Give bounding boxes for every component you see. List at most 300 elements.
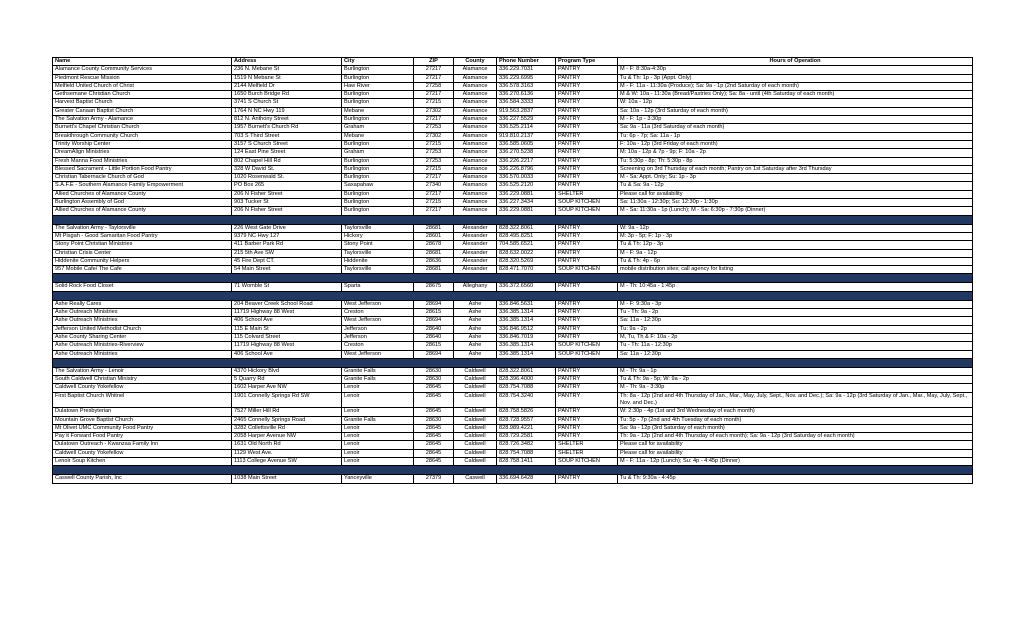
phone-cell: 828.396.4000 xyxy=(497,376,556,384)
city-cell: Taylorsville xyxy=(342,249,414,257)
city-cell: Haw River xyxy=(342,82,414,90)
address-cell: PO Box 265 xyxy=(232,182,342,190)
address-cell: 45 Fire Dept CT. xyxy=(232,257,342,265)
city-cell: Taylorsville xyxy=(342,224,414,232)
header-row xyxy=(53,58,973,66)
table-row xyxy=(53,475,973,483)
zip-cell: 27217 xyxy=(414,190,454,198)
header-city: City xyxy=(342,58,414,66)
county-cell: Alexander xyxy=(454,266,497,274)
name-cell: Christian Tabernacle Church of God xyxy=(53,174,232,182)
program-type-cell: PANTRY xyxy=(556,416,618,424)
program-type-cell: SOUP KITCHEN xyxy=(556,266,618,274)
header-address: Address xyxy=(232,58,342,66)
hours-cell: M - Th: 10:45a - 1:45p xyxy=(618,283,973,291)
county-cell: Alamance xyxy=(454,140,497,148)
county-cell: Alamance xyxy=(454,165,497,173)
zip-cell: 28694 xyxy=(414,300,454,308)
table-row xyxy=(53,124,973,132)
zip-cell: 28601 xyxy=(414,232,454,240)
program-type-cell: PANTRY xyxy=(556,224,618,232)
address-cell: 11719 Highway 88 West xyxy=(232,342,342,350)
hours-cell: Th: 9a - 12p (2nd and 4th Thursday of each month); Sa: 9a - 12p (3rd Saturday of each month) xyxy=(618,433,973,441)
program-type-cell: PANTRY xyxy=(556,124,618,132)
city-cell: Lenoir xyxy=(342,441,414,449)
county-cell: Caldwell xyxy=(454,449,497,457)
city-cell: West Jefferson xyxy=(342,350,414,358)
table-row xyxy=(53,107,973,115)
zip-cell: 27217 xyxy=(414,116,454,124)
county-cell: Caldwell xyxy=(454,376,497,384)
phone-cell: 336.226.8796 xyxy=(497,165,556,173)
county-cell: Ashe xyxy=(454,300,497,308)
hours-cell: Sa: 11:30a - 12:30p; Su: 12:30p - 1:30p xyxy=(618,199,973,207)
program-type-cell: SHELTER xyxy=(556,190,618,198)
phone-cell: 828.632.0022 xyxy=(497,249,556,257)
table-row xyxy=(53,182,973,190)
hours-cell: Please call for availability xyxy=(618,441,973,449)
county-cell: Alamance xyxy=(454,66,497,74)
separator-bar xyxy=(53,466,973,475)
header-hours: Hours of Operation xyxy=(618,58,973,66)
city-cell: Saxapahaw xyxy=(342,182,414,190)
zip-cell: 28630 xyxy=(414,367,454,375)
city-cell: Lenoir xyxy=(342,458,414,466)
hours-cell: mobile distribution sites; call agency for listing xyxy=(618,266,973,274)
county-separator xyxy=(53,215,973,224)
city-cell: Burlington xyxy=(342,74,414,82)
table-row xyxy=(53,149,973,157)
address-cell: 411 Barber Park Rd xyxy=(232,241,342,249)
city-cell: Hiddenite xyxy=(342,257,414,265)
name-cell: Caswell County Parish, Inc xyxy=(53,475,232,483)
county-cell: Caldwell xyxy=(454,408,497,416)
address-cell: 11719 Highway 88 West xyxy=(232,309,342,317)
county-cell: Alexander xyxy=(454,249,497,257)
table-row xyxy=(53,317,973,325)
phone-cell: 336.270.5238 xyxy=(497,149,556,157)
phone-cell: 828.754.7088 xyxy=(497,384,556,392)
program-type-cell: PANTRY xyxy=(556,392,618,408)
city-cell: Graham xyxy=(342,124,414,132)
hours-cell: Th: 8a - 12p (2nd and 4th Thursday of Jan., Mar., May, July, Sept., Nov. and Dec.); Sa: 9a - 12p (3rd Saturday of Jan., Mar., May, July, Sept., Nov. and Dec.) xyxy=(618,392,973,408)
name-cell: Greater Canaan Baptist Church xyxy=(53,107,232,115)
name-cell: Burnett's Chapel Christian Church xyxy=(53,124,232,132)
name-cell: Pay it Forward Food Pantry xyxy=(53,433,232,441)
table-row xyxy=(53,157,973,165)
name-cell: Allied Churches of Alamance County xyxy=(53,207,232,215)
name-cell: Allied Churches of Alamance County xyxy=(53,190,232,198)
phone-cell: 336.694.6428 xyxy=(497,475,556,483)
county-separator xyxy=(53,291,973,300)
county-cell: Alamance xyxy=(454,182,497,190)
header-program-type: Program Type xyxy=(556,58,618,66)
county-cell: Alamance xyxy=(454,124,497,132)
program-type-cell: PANTRY xyxy=(556,384,618,392)
county-cell: Caldwell xyxy=(454,392,497,408)
county-cell: Ashe xyxy=(454,309,497,317)
county-cell: Ashe xyxy=(454,342,497,350)
phone-cell: 336.578.3163 xyxy=(497,82,556,90)
table-row xyxy=(53,207,973,215)
phone-cell: 336.226.2217 xyxy=(497,157,556,165)
program-type-cell: PANTRY xyxy=(556,99,618,107)
city-cell: Burlington xyxy=(342,116,414,124)
program-type-cell: PANTRY xyxy=(556,309,618,317)
county-cell: Alamance xyxy=(454,157,497,165)
city-cell: Graham xyxy=(342,149,414,157)
city-cell: Lenoir xyxy=(342,408,414,416)
zip-cell: 27217 xyxy=(414,174,454,182)
address-cell: 54 Main Street xyxy=(232,266,342,274)
name-cell: Breakthrough Community Church xyxy=(53,132,232,140)
table-row xyxy=(53,283,973,291)
separator-bar xyxy=(53,215,973,224)
city-cell: Burlington xyxy=(342,157,414,165)
zip-cell: 27340 xyxy=(414,182,454,190)
county-cell: Alexander xyxy=(454,257,497,265)
county-cell: Ashe xyxy=(454,317,497,325)
county-cell: Ashe xyxy=(454,333,497,341)
county-cell: Alamance xyxy=(454,107,497,115)
county-cell: Caswell xyxy=(454,475,497,483)
phone-cell: 828.728.9557 xyxy=(497,416,556,424)
phone-cell: 336.385.1314 xyxy=(497,350,556,358)
zip-cell: 27217 xyxy=(414,207,454,215)
address-cell: 2144 Melfield Dr xyxy=(232,82,342,90)
table-row xyxy=(53,165,973,173)
zip-cell: 27215 xyxy=(414,165,454,173)
name-cell: 957 Mobile Cafe/ The Cafe xyxy=(53,266,232,274)
program-type-cell: PANTRY xyxy=(556,257,618,265)
city-cell: Burlington xyxy=(342,66,414,74)
city-cell: Granite Falls xyxy=(342,367,414,375)
address-cell: 5 Quarry Rd xyxy=(232,376,342,384)
name-cell: First Baptist Church Whitnel xyxy=(53,392,232,408)
name-cell: Caldwell County Yokefellow xyxy=(53,449,232,457)
city-cell: Lenoir xyxy=(342,424,414,432)
hours-cell: W: 9a - 12p xyxy=(618,224,973,232)
zip-cell: 28675 xyxy=(414,283,454,291)
hours-cell: M: 3p - 5p; F: 1p - 3p xyxy=(618,232,973,240)
name-cell: Caldwell County Yokefellow xyxy=(53,384,232,392)
address-cell: 2465 Connelly Springs Road xyxy=(232,416,342,424)
address-cell: 1631 Old North Rd xyxy=(232,441,342,449)
program-type-cell: PANTRY xyxy=(556,174,618,182)
program-type-cell: PANTRY xyxy=(556,433,618,441)
address-cell: 1038 Main Street xyxy=(232,475,342,483)
address-cell: 3282 Collettsville Rd xyxy=(232,424,342,432)
address-cell: 9379 NC Hwy 127 xyxy=(232,232,342,240)
name-cell: Hiddenite Community Helpers xyxy=(53,257,232,265)
table-row xyxy=(53,190,973,198)
hours-cell: M - F: 11a - 11:30a (Produce); Sa: 9a - 1p (2nd Saturday of each month) xyxy=(618,82,973,90)
hours-cell: M, Tu, Th & F: 10a - 2p xyxy=(618,333,973,341)
city-cell: Hickory xyxy=(342,232,414,240)
name-cell: Lenoir Soup Kitchen xyxy=(53,458,232,466)
zip-cell: 28694 xyxy=(414,350,454,358)
program-type-cell: PANTRY xyxy=(556,91,618,99)
zip-cell: 28645 xyxy=(414,433,454,441)
phone-cell: 828.729.2581 xyxy=(497,433,556,441)
program-type-cell: PANTRY xyxy=(556,74,618,82)
program-type-cell: PANTRY xyxy=(556,132,618,140)
table-row xyxy=(53,257,973,265)
header-county: County xyxy=(454,58,497,66)
zip-cell: 28645 xyxy=(414,458,454,466)
phone-cell: 828.989.4221 xyxy=(497,424,556,432)
name-cell: Fresh Manna Food Ministries xyxy=(53,157,232,165)
zip-cell: 27215 xyxy=(414,140,454,148)
hours-cell: W: 2:30p - 4p (1st and 3rd Wednesday of each month) xyxy=(618,408,973,416)
county-cell: Alexander xyxy=(454,232,497,240)
address-cell: 204 Beaver Creek School Road xyxy=(232,300,342,308)
address-cell: 3157 S Church Street xyxy=(232,140,342,148)
county-cell: Alexander xyxy=(454,224,497,232)
county-cell: Caldwell xyxy=(454,384,497,392)
phone-cell: 336.227.5529 xyxy=(497,116,556,124)
phone-cell: 336.385.1314 xyxy=(497,317,556,325)
hours-cell: Tu - Th: 11a - 12:30p xyxy=(618,342,973,350)
zip-cell: 27302 xyxy=(414,107,454,115)
address-cell: 1113 College Avenue SW xyxy=(232,458,342,466)
hours-cell: Tu & Th: 12p - 3p xyxy=(618,241,973,249)
address-cell: 4370 Hickory Blvd xyxy=(232,367,342,375)
county-cell: Alamance xyxy=(454,91,497,99)
phone-cell: 828.322.8061 xyxy=(497,224,556,232)
zip-cell: 28645 xyxy=(414,384,454,392)
separator-bar xyxy=(53,274,973,283)
zip-cell: 28681 xyxy=(414,266,454,274)
program-type-cell: PANTRY xyxy=(556,82,618,90)
table-row xyxy=(53,174,973,182)
table-row xyxy=(53,132,973,140)
address-cell: 1764 N NC Hwy 119 xyxy=(232,107,342,115)
table-row xyxy=(53,384,973,392)
phone-cell: 336.385.1314 xyxy=(497,309,556,317)
address-cell: 124 East Pine Street xyxy=(232,149,342,157)
table-row xyxy=(53,266,973,274)
phone-cell: 919.810.2137 xyxy=(497,132,556,140)
address-cell: 236 N. Mebane St xyxy=(232,66,342,74)
phone-cell: 828.320.5269 xyxy=(497,257,556,265)
county-cell: Alamance xyxy=(454,82,497,90)
name-cell: Christian Crisis Center xyxy=(53,249,232,257)
city-cell: Jefferson xyxy=(342,333,414,341)
city-cell: Creston xyxy=(342,342,414,350)
county-cell: Alamance xyxy=(454,190,497,198)
name-cell: Dulatown Outreach - Kwanzaa Family Inn xyxy=(53,441,232,449)
name-cell: Ashe Outreach Ministries xyxy=(53,309,232,317)
program-type-cell: PANTRY xyxy=(556,107,618,115)
hours-cell: M - Th: 9a - 1p xyxy=(618,367,973,375)
hours-cell: Tu & Th: 4p - 6p xyxy=(618,257,973,265)
name-cell: Mt Pisgah - Good Samaritan Food Pantry xyxy=(53,232,232,240)
address-cell: 328 W David St. xyxy=(232,165,342,173)
county-cell: Alamance xyxy=(454,174,497,182)
zip-cell: 27258 xyxy=(414,82,454,90)
phone-cell: 336.570.0033 xyxy=(497,174,556,182)
county-cell: Ashe xyxy=(454,325,497,333)
name-cell: Gethsemane Christian Church xyxy=(53,91,232,99)
hours-cell: Sa: 11a - 12:30p xyxy=(618,317,973,325)
county-cell: Alamance xyxy=(454,149,497,157)
program-type-cell: PANTRY xyxy=(556,333,618,341)
address-cell: 71 Womble St xyxy=(232,283,342,291)
program-type-cell: PANTRY xyxy=(556,232,618,240)
program-type-cell: PANTRY xyxy=(556,249,618,257)
city-cell: Lenoir xyxy=(342,433,414,441)
table-row xyxy=(53,376,973,384)
zip-cell: 28636 xyxy=(414,257,454,265)
table-row xyxy=(53,424,973,432)
county-separator xyxy=(53,274,973,283)
phone-cell: 828.726.3482 xyxy=(497,441,556,449)
program-type-cell: PANTRY xyxy=(556,325,618,333)
hours-cell: M - F: 8:30a-4:30p xyxy=(618,66,973,74)
header-name: Name xyxy=(53,58,232,66)
program-type-cell: PANTRY xyxy=(556,165,618,173)
name-cell: Ashe Really Cares xyxy=(53,300,232,308)
address-cell: 1602 Harper Ave NW xyxy=(232,384,342,392)
hours-cell: Tu: 5:30p - 8p; Th: 5:30p - 8p xyxy=(618,157,973,165)
program-type-cell: PANTRY xyxy=(556,66,618,74)
hours-cell: Please call for availability xyxy=(618,449,973,457)
city-cell: Lenoir xyxy=(342,384,414,392)
name-cell: Trinity Worship Center xyxy=(53,140,232,148)
header-phone: Phone Number xyxy=(497,58,556,66)
phone-cell: 336.372.6560 xyxy=(497,283,556,291)
city-cell: Mebane xyxy=(342,107,414,115)
table-row xyxy=(53,74,973,82)
name-cell: Burlington Assembly of God xyxy=(53,199,232,207)
address-cell: 226 West Gate Drive xyxy=(232,224,342,232)
zip-cell: 27253 xyxy=(414,157,454,165)
hours-cell: Sa: 10a - 12p (3rd Saturday of each month) xyxy=(618,107,973,115)
zip-cell: 28615 xyxy=(414,309,454,317)
name-cell: Harvest Baptist Church xyxy=(53,99,232,107)
city-cell: Burlington xyxy=(342,91,414,99)
table-row xyxy=(53,367,973,375)
table-row xyxy=(53,140,973,148)
phone-cell: 336.585.0605 xyxy=(497,140,556,148)
hours-cell: M - F: 9a - 12p xyxy=(618,249,973,257)
name-cell: Ashe Outreach Ministries-Riverview xyxy=(53,342,232,350)
zip-cell: 28645 xyxy=(414,392,454,408)
phone-cell: 919.563.2837 xyxy=(497,107,556,115)
name-cell: The Salvation Army - Alamance xyxy=(53,116,232,124)
table-row xyxy=(53,199,973,207)
phone-cell: 828.495.8251 xyxy=(497,232,556,240)
name-cell: Ashe County Sharing Center xyxy=(53,333,232,341)
hours-cell: F: 10a - 12p (3rd Friday of each month) xyxy=(618,140,973,148)
zip-cell: 28640 xyxy=(414,333,454,341)
program-type-cell: PANTRY xyxy=(556,241,618,249)
address-cell: 206 N Fisher Street xyxy=(232,190,342,198)
city-cell: Burlington xyxy=(342,140,414,148)
hours-cell: M - Sa: Appt. Only; Su: 1p - 3p xyxy=(618,174,973,182)
city-cell: Lenoir xyxy=(342,392,414,408)
county-cell: Alamance xyxy=(454,132,497,140)
zip-cell: 28645 xyxy=(414,441,454,449)
program-type-cell: SOUP KITCHEN xyxy=(556,199,618,207)
city-cell: Stony Point xyxy=(342,241,414,249)
hours-cell: Tu - Th: 9a - 2p xyxy=(618,309,973,317)
table-row xyxy=(53,224,973,232)
zip-cell: 27253 xyxy=(414,149,454,157)
address-cell: 1650 Burch Bridge Rd xyxy=(232,91,342,99)
zip-cell: 27215 xyxy=(414,99,454,107)
county-cell: Caldwell xyxy=(454,424,497,432)
zip-cell: 27215 xyxy=(414,199,454,207)
city-cell: West Jefferson xyxy=(342,317,414,325)
hours-cell: Please call for availability xyxy=(618,190,973,198)
program-type-cell: PANTRY xyxy=(556,367,618,375)
table-row xyxy=(53,300,973,308)
county-cell: Caldwell xyxy=(454,441,497,449)
hours-cell: M - Sa: 11:30a - 1p (Lunch); M - Sa: 6:30p - 7:30p (Dinner) xyxy=(618,207,973,215)
name-cell: Alamance County Community Services xyxy=(53,66,232,74)
zip-cell: 27379 xyxy=(414,475,454,483)
hours-cell: M - F: 11a - 12p (Lunch); Su: 4p - 4:45p (Dinner) xyxy=(618,458,973,466)
name-cell: Mt Olivet UMC Community Food Pantry xyxy=(53,424,232,432)
city-cell: Burlington xyxy=(342,174,414,182)
phone-cell: 336.229.0881 xyxy=(497,207,556,215)
table-row xyxy=(53,241,973,249)
address-cell: 1957 Burnett's Church Rd xyxy=(232,124,342,132)
city-cell: Burlington xyxy=(342,207,414,215)
city-cell: Granite Falls xyxy=(342,376,414,384)
county-cell: Alleghany xyxy=(454,283,497,291)
zip-cell: 28681 xyxy=(414,224,454,232)
phone-cell: 828.754.3240 xyxy=(497,392,556,408)
table-row xyxy=(53,309,973,317)
address-cell: 3741 S Church St xyxy=(232,99,342,107)
program-type-cell: PANTRY xyxy=(556,475,618,483)
city-cell: Granite Falls xyxy=(342,416,414,424)
hours-cell: M & W: 10a - 11:30a (Bread/Pastries Only); Sa: 8a - until (4th Saturday of each month) xyxy=(618,91,973,99)
phone-cell: 336.229.0881 xyxy=(497,190,556,198)
phone-cell: 336.385.1314 xyxy=(497,342,556,350)
county-cell: Alexander xyxy=(454,241,497,249)
address-cell: 703 S Third Street xyxy=(232,132,342,140)
phone-cell: 336.270.6136 xyxy=(497,91,556,99)
hours-cell: Tu & Sa: 9a - 12p xyxy=(618,182,973,190)
county-cell: Alamance xyxy=(454,116,497,124)
address-cell: 1020 Rosenwald St. xyxy=(232,174,342,182)
name-cell: Dulatown Presbyterian xyxy=(53,408,232,416)
city-cell: Creston xyxy=(342,309,414,317)
program-type-cell: PANTRY xyxy=(556,408,618,416)
table-row xyxy=(53,91,973,99)
address-cell: 812 N. Anthony Street xyxy=(232,116,342,124)
county-cell: Ashe xyxy=(454,350,497,358)
county-cell: Alamance xyxy=(454,99,497,107)
phone-cell: 336.846.9512 xyxy=(497,325,556,333)
zip-cell: 27217 xyxy=(414,66,454,74)
phone-cell: 336.846.5631 xyxy=(497,300,556,308)
table-row xyxy=(53,392,973,408)
address-cell: 2058 Harper Avenue NW xyxy=(232,433,342,441)
hours-cell: M - F: 1p - 3:30p xyxy=(618,116,973,124)
phone-cell: 828.471.7070 xyxy=(497,266,556,274)
city-cell: Yanceyville xyxy=(342,475,414,483)
zip-cell: 28630 xyxy=(414,376,454,384)
table-row xyxy=(53,416,973,424)
address-cell: 406 School Ave xyxy=(232,317,342,325)
zip-cell: 28645 xyxy=(414,449,454,457)
address-cell: 406 School Ave xyxy=(232,350,342,358)
